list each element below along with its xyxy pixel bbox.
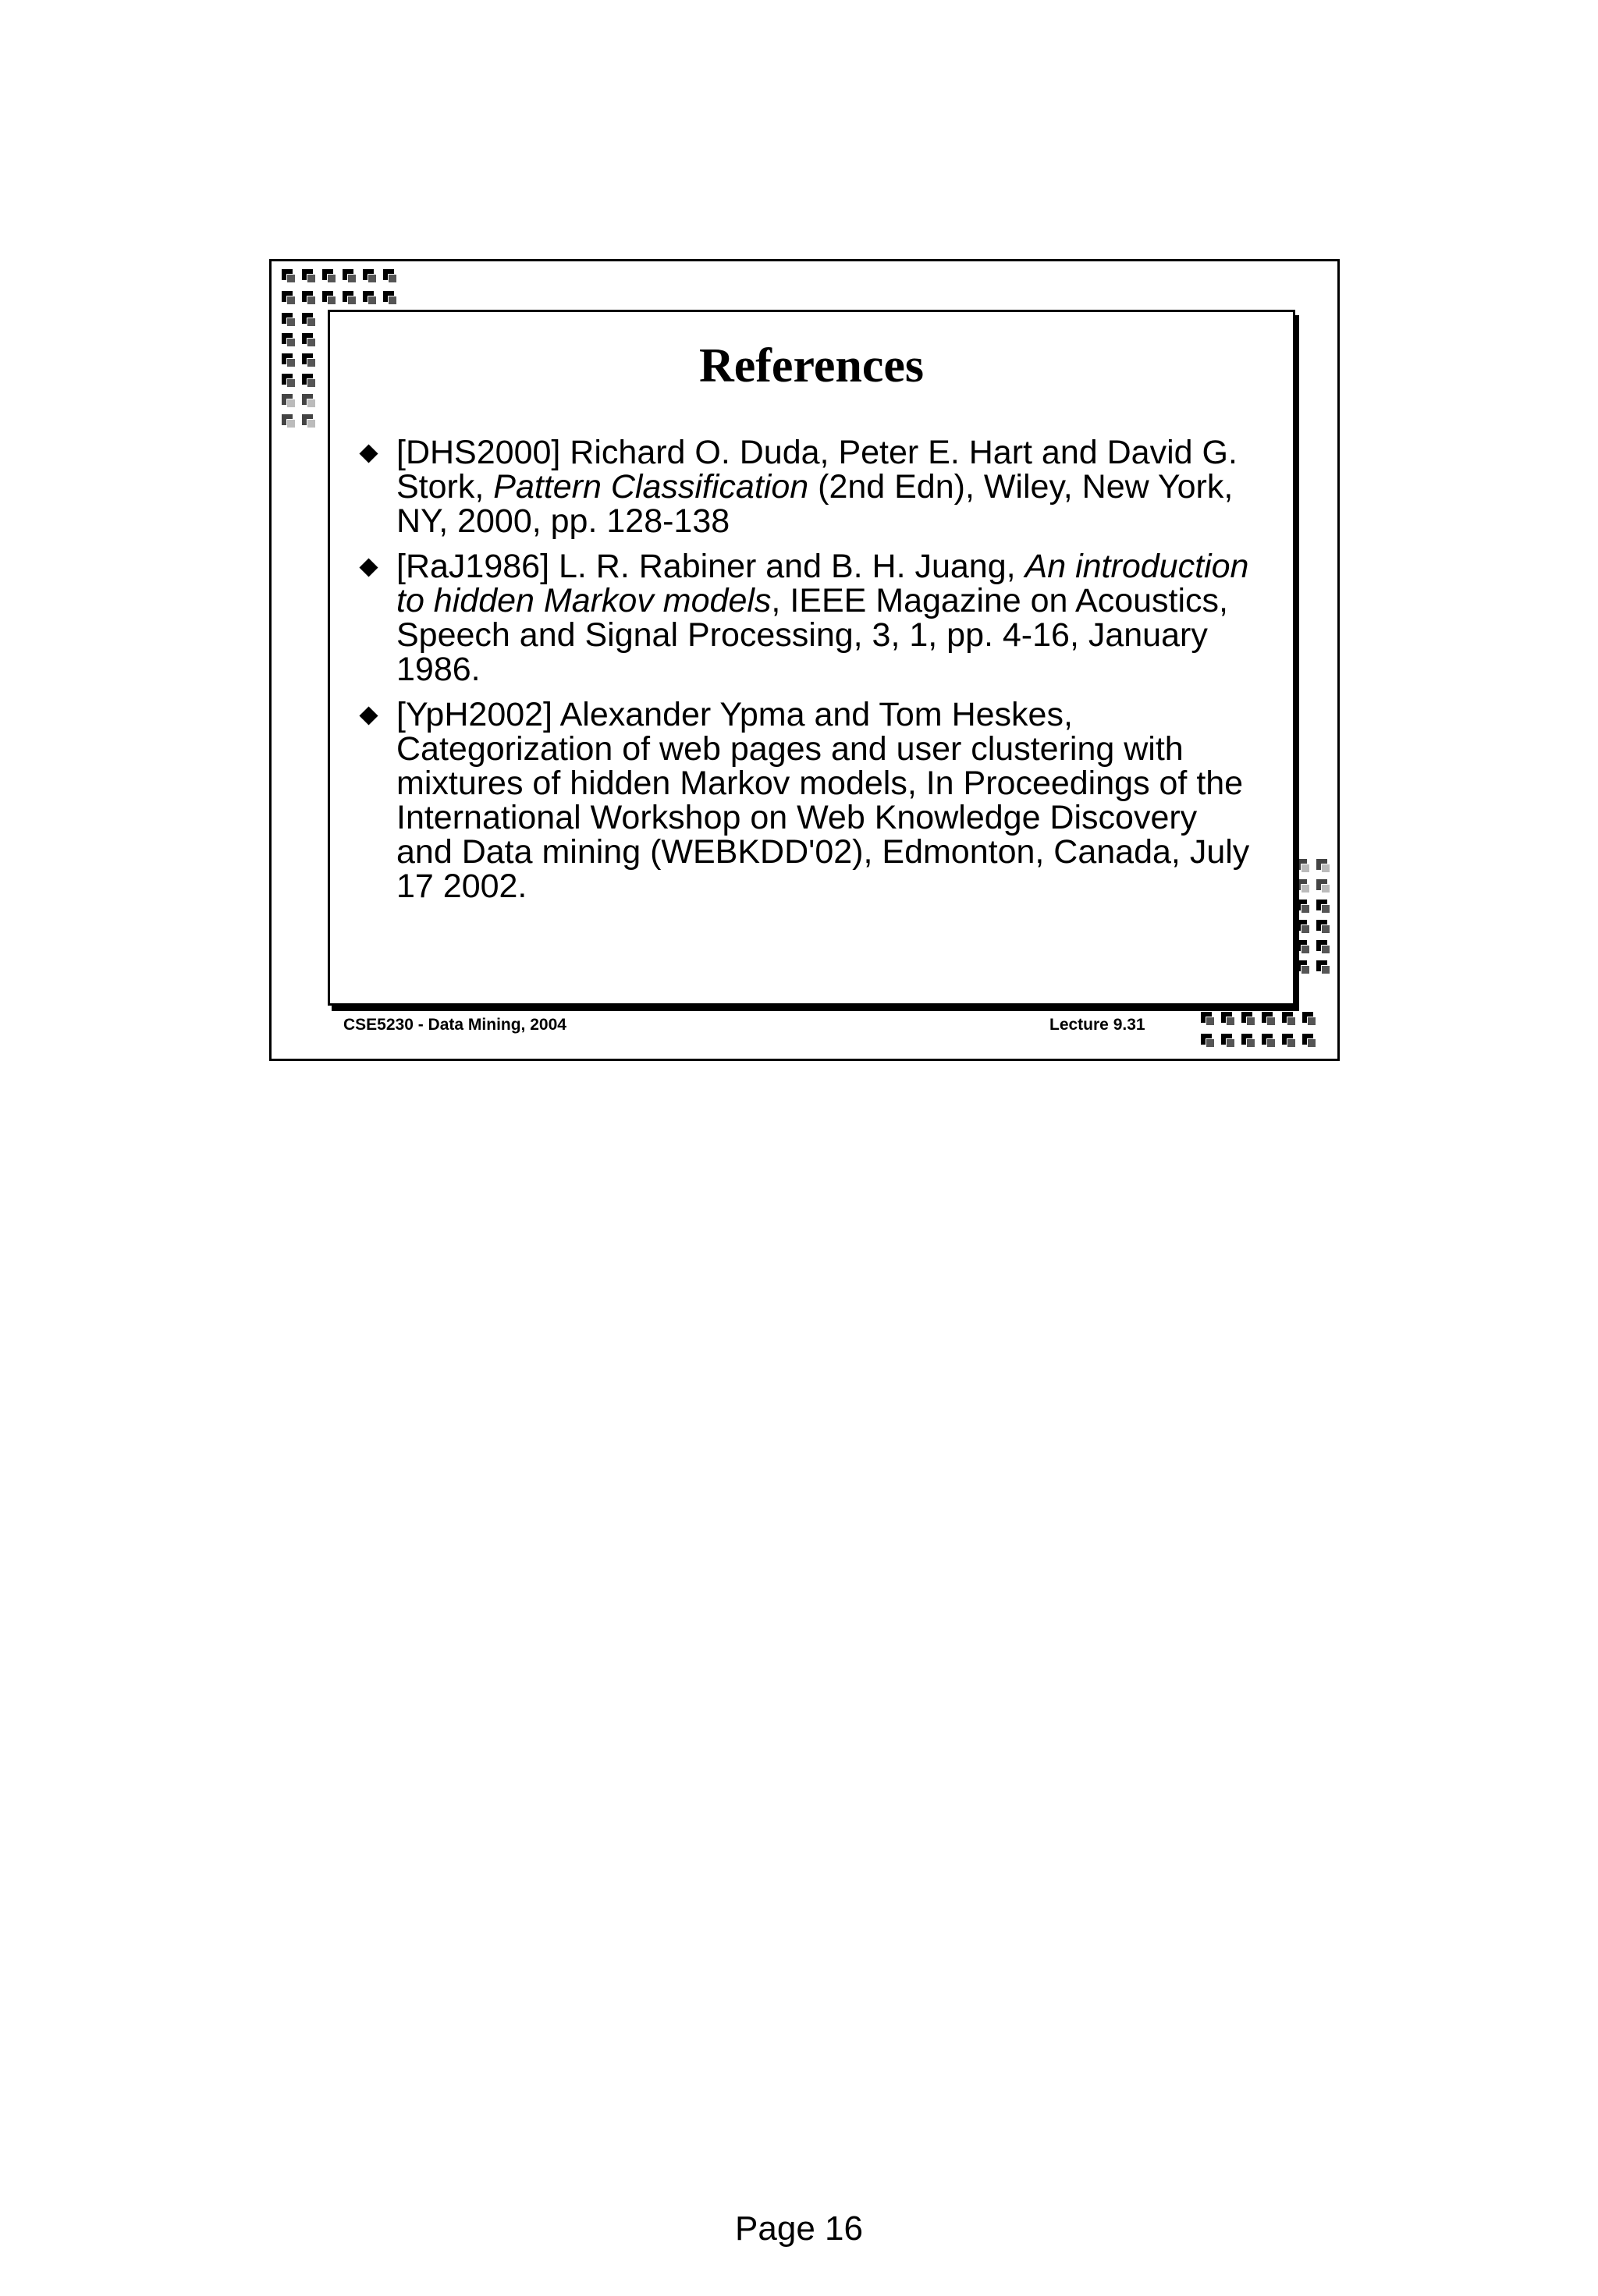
reference-item (362, 435, 1259, 538)
diamond-bullet-icon (359, 706, 378, 725)
decorative-squares-left-column (279, 311, 320, 432)
reference-title: An introduction to hidden Markov models (396, 548, 1249, 619)
reference-text: Alexander Ypma and Tom Heskes, Categorization of web pages and user clustering with mixtures of hidden Markov models, In Proceedings of the International Workshop on Web Knowledge Discovery and Data mining (WEBKDD'02), Edmonton, Canada, July 17 2002. (396, 696, 1250, 905)
reference-details: (2nd Edn), Wiley, New York, NY, 2000, pp. 128-138 (396, 468, 1234, 540)
decorative-squares-top-left-row2 (279, 289, 401, 309)
reference-key: [YpH2002] (396, 696, 553, 733)
slide-footer-course: CSE5230 - Data Mining, 2004 (343, 1016, 566, 1034)
reference-key: [DHS2000] (396, 434, 561, 471)
reference-key: [RaJ1986] (396, 548, 550, 585)
decorative-squares-bottom-right-row2 (1198, 1031, 1320, 1052)
reference-text: Richard O. Duda, Peter E. Hart and David G. Stork, (396, 434, 1238, 506)
slide-title: References (698, 339, 925, 392)
reference-text: L. R. Rabiner and B. H. Juang, (558, 548, 1025, 585)
decorative-squares-bottom-right (1198, 1010, 1320, 1030)
reference-item (362, 697, 1259, 903)
decorative-squares-top-left (279, 267, 401, 287)
reference-details: , IEEE Magazine on Acoustics, Speech and Signal Processing, 3, 1, pp. 4-16, January 1986. (396, 582, 1229, 688)
decorative-squares-right-column (1294, 857, 1334, 978)
reference-title: Pattern Classification (493, 468, 809, 506)
slide-footer-lecture: Lecture 9.31 (1049, 1016, 1145, 1034)
diamond-bullet-icon (359, 558, 378, 577)
reference-item (362, 549, 1259, 687)
diamond-bullet-icon (359, 444, 378, 463)
reference-list (362, 435, 1259, 914)
page-number: Page 16 (735, 2209, 863, 2248)
